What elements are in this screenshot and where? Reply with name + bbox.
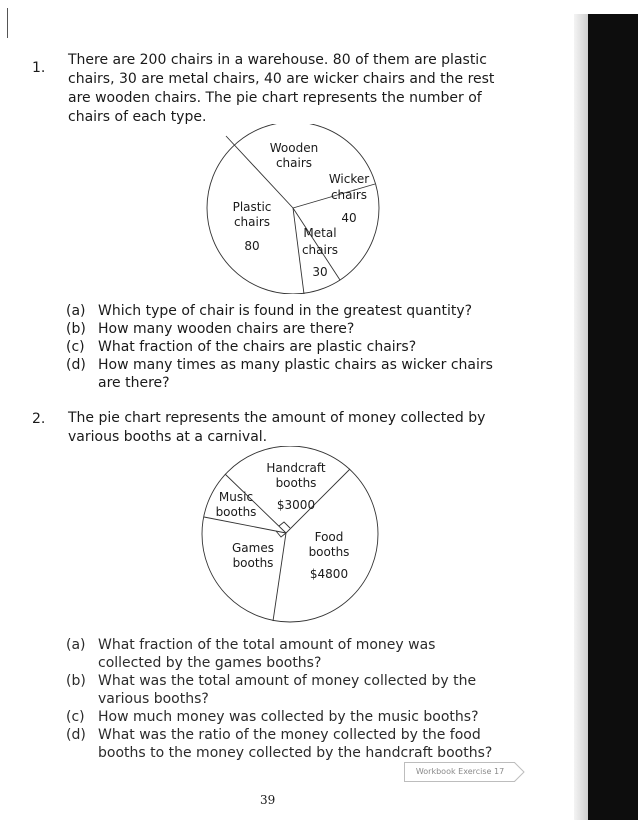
- label-plastic-value: 80: [244, 239, 260, 253]
- question-2-number: 2.: [32, 411, 46, 427]
- scan-edge-bar: [588, 14, 638, 820]
- q1-part-c-label: (c): [66, 339, 85, 355]
- q1-part-d-text: How many times as many plastic chairs as wicker chairs are there?: [98, 357, 493, 391]
- label-games-1: Games: [232, 541, 274, 555]
- label-handcraft-1: Handcraft: [266, 461, 326, 475]
- right-angle-marker: [279, 522, 290, 528]
- q2-part-c-label: (c): [66, 709, 85, 725]
- page-number: 39: [260, 793, 276, 807]
- q2-part-d: [66, 726, 498, 762]
- q2-part-b: [66, 672, 498, 708]
- label-handcraft-2: booths: [275, 476, 317, 490]
- q2-part-d-text: What was the ratio of the money collected by the food booths to the money collected by the handcraft booths?: [98, 727, 493, 761]
- q1-part-c: [66, 338, 498, 356]
- label-wicker-2: chairs: [330, 188, 368, 202]
- pie-2-divider-music-games: [204, 517, 286, 533]
- label-wooden-2: chairs: [275, 156, 313, 170]
- q2-part-d-label: (d): [66, 727, 86, 743]
- label-wooden-1: Wooden: [269, 141, 319, 155]
- label-games-2: booths: [232, 556, 274, 570]
- label-food-2: booths: [308, 545, 350, 559]
- q1-part-c-text: What fraction of the chairs are plastic chairs?: [98, 339, 417, 355]
- label-wicker-1: Wicker: [328, 172, 370, 186]
- q1-part-b: [66, 320, 498, 338]
- pie-chart-chairs: [200, 124, 390, 294]
- q1-part-d: [66, 356, 498, 392]
- pie-2-divider-food-games: [273, 533, 286, 621]
- q1-part-d-label: (d): [66, 357, 86, 373]
- q1-part-b-text: How many wooden chairs are there?: [98, 321, 355, 337]
- q2-part-a-text: What fraction of the total amount of money was collected by the games booths?: [98, 637, 436, 671]
- label-metal-1: Metal: [303, 226, 337, 240]
- q2-part-b-text: What was the total amount of money collected by the various booths?: [98, 673, 477, 707]
- label-metal-value: 30: [312, 265, 328, 279]
- q2-part-c: [66, 708, 498, 726]
- label-food-1: Food: [314, 530, 344, 544]
- label-music-2: booths: [215, 505, 257, 519]
- q2-part-b-label: (b): [66, 673, 86, 689]
- q2-part-c-text: How much money was collected by the music booths?: [98, 709, 479, 725]
- q2-part-a-label: (a): [66, 637, 86, 653]
- q1-part-a-label: (a): [66, 303, 86, 319]
- question-1-number: 1.: [32, 60, 46, 76]
- scan-edge-mark: [7, 8, 8, 38]
- q1-part-a-text: Which type of chair is found in the greatest quantity?: [98, 303, 473, 319]
- tab-arrow-icon: [514, 762, 530, 782]
- label-handcraft-value: $3000: [276, 498, 316, 512]
- q2-part-a: [66, 636, 498, 672]
- question-1-text: There are 200 chairs in a warehouse. 80 of them are plastic chairs, 30 are metal chairs, 40 are wicker chairs and the rest are wooden chairs. The pie chart represents the number of chairs of each type.: [68, 52, 495, 125]
- label-metal-2: chairs: [301, 243, 339, 257]
- label-wicker-value: 40: [341, 211, 357, 225]
- q1-part-a: [66, 302, 498, 320]
- pie-chart-booths: [200, 446, 382, 626]
- label-food-value: $4800: [309, 567, 349, 581]
- label-music-1: Music: [218, 490, 254, 504]
- label-plastic-2: chairs: [233, 215, 271, 229]
- q1-part-b-label: (b): [66, 321, 86, 337]
- workbook-exercise-tab: Workbook Exercise 17: [404, 762, 515, 782]
- scan-gutter-shadow: [574, 14, 588, 820]
- label-plastic-1: Plastic: [232, 200, 272, 214]
- question-2-text: The pie chart represents the amount of money collected by various booths at a carnival.: [68, 410, 486, 445]
